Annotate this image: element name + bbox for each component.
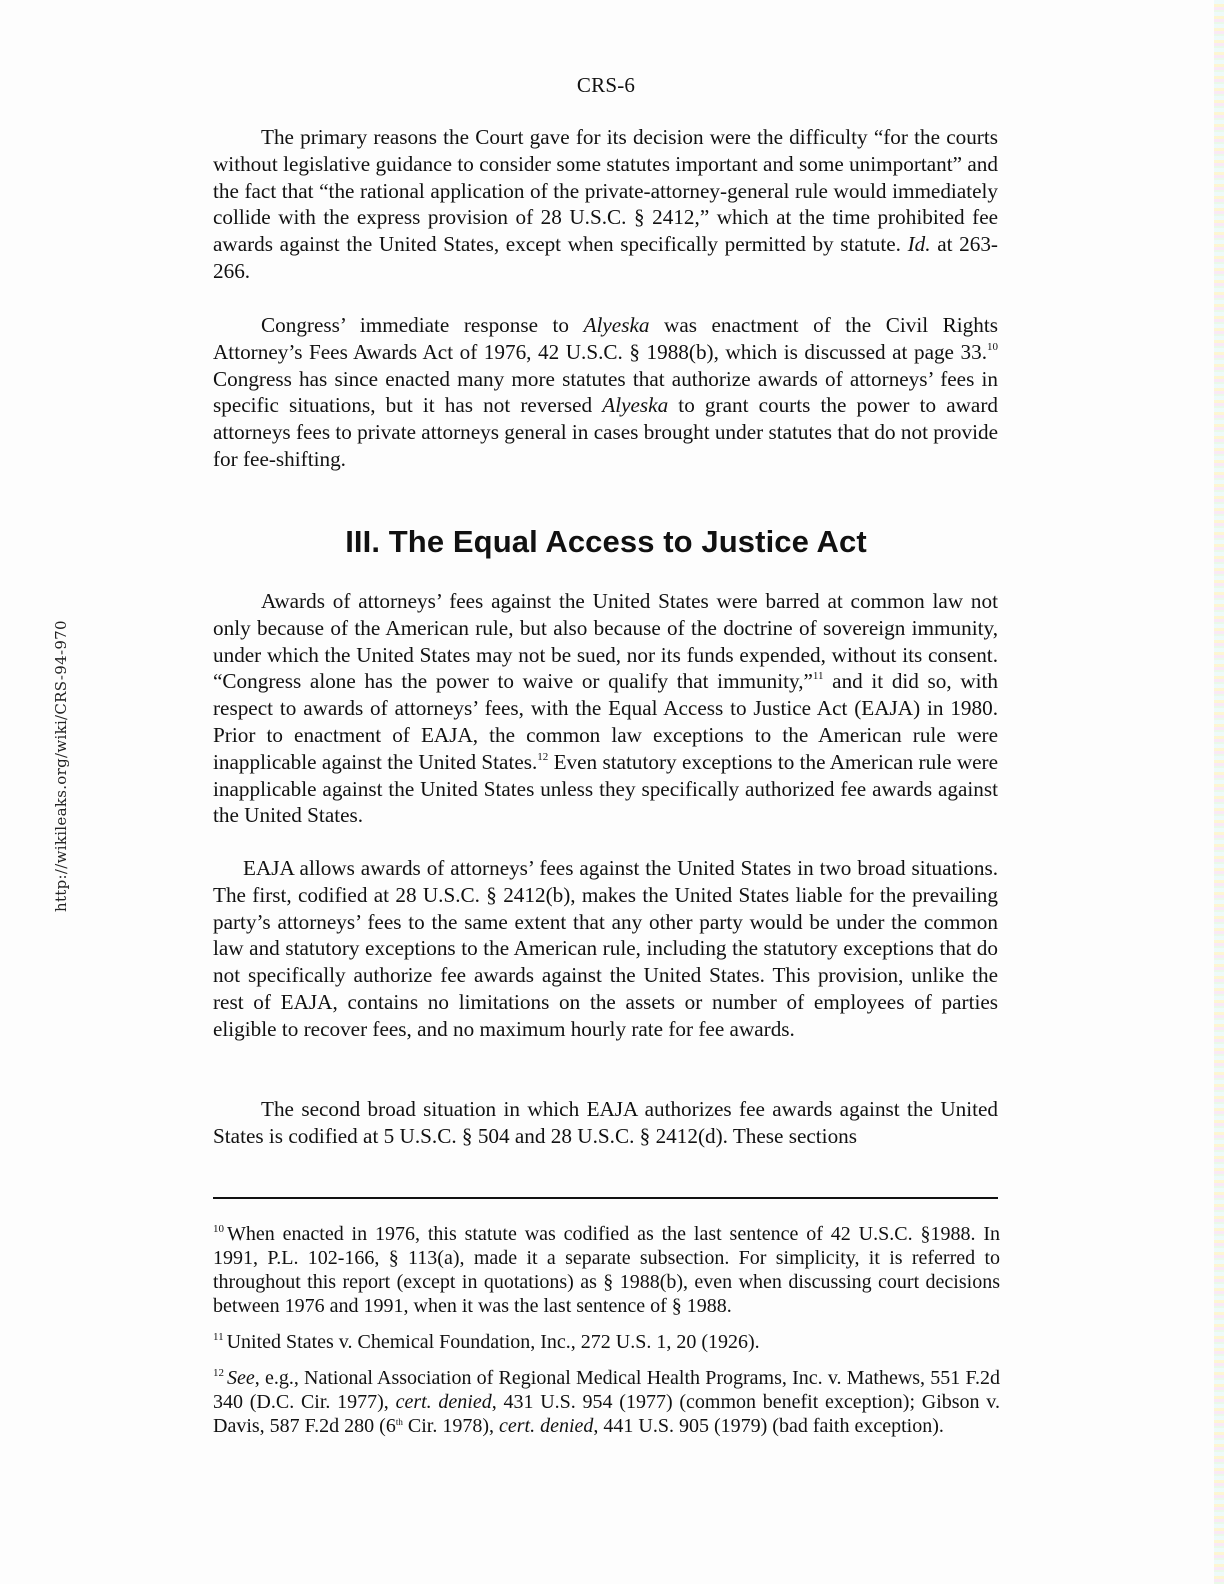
cert-denied: cert. denied <box>498 1415 594 1437</box>
paragraph-sovereign-immunity <box>213 588 998 829</box>
footnote-text: , 431 U.S. 954 (1977) (common benefit exception); Gibson v. Davis, 587 F.2d 280 (6 <box>213 1391 1000 1437</box>
cert-denied: cert. denied <box>395 1391 492 1413</box>
ordinal-suffix: th <box>395 1417 403 1427</box>
signal-see: See <box>227 1367 255 1389</box>
citation-pages: at 263-266. <box>213 232 998 283</box>
footnote-ref-11[interactable]: 11 <box>812 670 824 683</box>
case-name-italic: Alyeska <box>602 393 669 418</box>
scan-edge-artifact <box>1214 0 1224 1584</box>
footnote-11 <box>213 1330 1000 1354</box>
paragraph-eaja-two-situations <box>213 855 998 1043</box>
paragraph-text: The primary reasons the Court gave for its decision were the difficulty “for the courts without legislative guidance to consider some statutes important and some unimportant” and the fact that “the rational application of the private-attorney-general rule would immediately collide with the express provision of 28 U.S.C. § 2412,” which at the time prohibited fee awards against the United States, except when specifically permitted by statute. <box>213 125 998 257</box>
footnote-text: , 441 U.S. 905 (1979) (bad faith exception). <box>593 1415 944 1437</box>
paragraph-text: EAJA allows awards of attorneys’ fees against the United States in two broad situations. The first, codified at 28 U.S.C. § 2412(b), makes the United States liable for the prevailing party’s attorneys’ fees to the same extent that any other party would be under the common law and statutory exceptions to the American rule, including the statutory exceptions that do not specifically authorize fee awards against the United States. This provision, unlike the rest of EAJA, contains no limitations on the assets or number of employees of parties eligible to recover fees, and no maximum hourly rate for fee awards. <box>213 856 998 1041</box>
footnote-10 <box>213 1222 1000 1318</box>
footnotes <box>213 1222 1000 1450</box>
side-url-watermark: http://wikileaks.org/wiki/CRS-94-970 <box>52 620 70 912</box>
footnote-divider <box>213 1197 998 1199</box>
paragraph-text: Awards of attorneys’ fees against the United States were barred at common law not only because of the American rule, but also because of the doctrine of sovereign immunity, under which the United States may not be sued, nor its funds expended, without its consent. “Congress alone has the power to waive or qualify that immunity,” <box>213 589 998 694</box>
paragraph-text: Congress has since enacted many more statutes that authorize awards of attorneys’ fees in specific situations, but it has not reversed <box>213 366 998 418</box>
paragraph-congress-response <box>213 312 998 473</box>
paragraph-text: and it did so, with respect to awards of attorneys’ fees, with the Equal Access to Justice Act (EAJA) in 1980. Prior to enactment of EAJA, the common law exceptions to the American rule were inapplicable against the United States. <box>213 669 998 774</box>
footnote-12 <box>213 1366 1000 1438</box>
footnote-number: 12 <box>213 1367 224 1379</box>
footnote-text: Cir. 1978), <box>402 1415 499 1437</box>
footnote-text: United States v. Chemical Foundation, Inc., 272 U.S. 1, 20 (1926). <box>226 1331 760 1353</box>
paragraph-court-reasons <box>213 124 998 285</box>
paragraph-text: was enactment of the Civil Rights Attorney’s Fees Awards Act of 1976, 42 U.S.C. § 1988(b), which is discussed at page 33. <box>213 313 999 364</box>
page-number: CRS-6 <box>576 73 636 97</box>
footnote-ref-12[interactable]: 12 <box>537 750 549 763</box>
paragraph-text: Congress’ immediate response to <box>261 313 584 337</box>
paragraph-text: Even statutory exceptions to the American rule were inapplicable against the United States unless they specifically authorized fee awards against the United States. <box>213 749 998 828</box>
citation-id: Id. <box>907 232 931 257</box>
section-heading: III. The Equal Access to Justice Act <box>345 524 867 559</box>
footnote-text: When enacted in 1976, this statute was codified as the last sentence of 42 U.S.C. §1988. In 1991, P.L. 102-166, § 113(a), made it a separate subsection. For simplicity, it is referred to throughout this report (except in quotations) as § 1988(b), even when discussing court decisions between 1976 and 1991, when it was the last sentence of § 1988. <box>213 1223 1000 1317</box>
footnote-number: 11 <box>213 1331 224 1343</box>
paragraph-second-situation <box>213 1096 998 1150</box>
footnote-ref-10[interactable]: 10 <box>987 340 998 353</box>
footnote-number: 10 <box>213 1223 224 1235</box>
paragraph-text: to grant courts the power to award attorneys fees to private attorneys general in cases brought under statutes that do not provide for fee-shifting. <box>213 393 998 471</box>
paragraph-text: The second broad situation in which EAJA authorizes fee awards against the United States is codified at 5 U.S.C. § 504 and 28 U.S.C. § 2412(d). These sections <box>213 1097 998 1148</box>
footnote-text: , e.g., National Association of Regional Medical Health Programs, Inc. v. Mathews, 551 F.2d 340 (D.C. Cir. 1977), <box>213 1367 1000 1413</box>
case-name-italic: Alyeska <box>583 313 650 337</box>
